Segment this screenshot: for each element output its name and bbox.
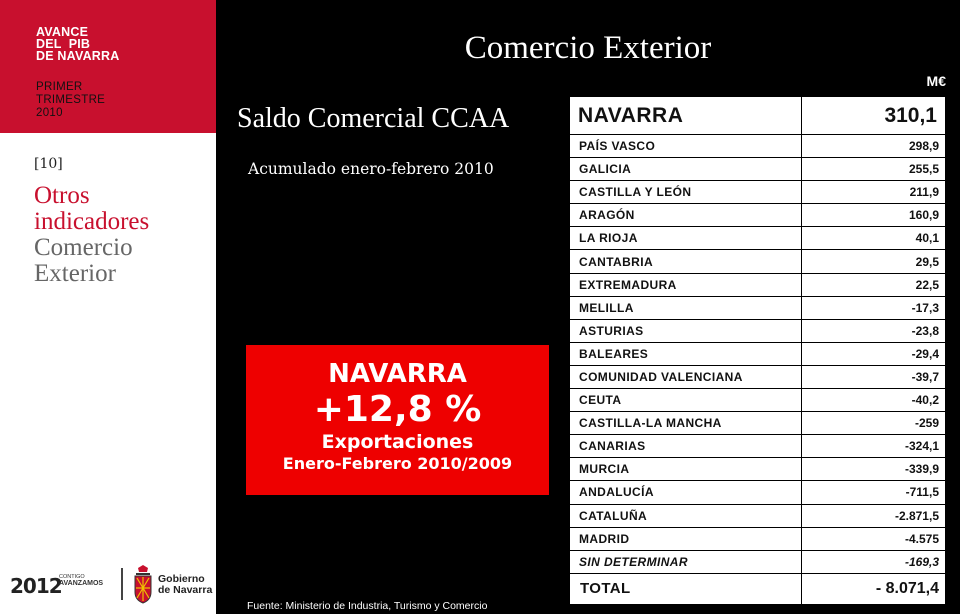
table-row [570, 297, 945, 320]
table-row [570, 458, 945, 481]
table-header-row [570, 97, 945, 135]
report-title-line: DE NAVARRA [36, 49, 120, 63]
value-cell: -259 [914, 416, 939, 431]
logo-divider [121, 568, 123, 600]
region-cell: TOTAL [570, 574, 802, 604]
value-cell: -39,7 [911, 369, 939, 384]
value-cell: 160,9 [908, 208, 939, 223]
callout-value: +12,8 % [313, 389, 482, 430]
value-cell: -23,8 [911, 323, 939, 338]
table-total-row [570, 574, 945, 604]
value-cell: -339,9 [904, 462, 939, 477]
exports-callout [246, 345, 549, 495]
navarra-crest-icon [132, 564, 154, 604]
region-cell: ASTURIAS [570, 320, 802, 342]
table-row [570, 158, 945, 181]
source-note: Fuente: Ministerio de Industria, Turismo y Comercio [247, 600, 488, 612]
sidebar [0, 0, 216, 614]
table-row [570, 274, 945, 297]
value-cell: - 8.071,4 [875, 579, 939, 597]
report-period-line: TRIMESTRE [36, 94, 106, 106]
table-row [570, 320, 945, 343]
region-cell: COMUNIDAD VALENCIANA [570, 366, 802, 388]
report-period-line: PRIMER [36, 81, 83, 93]
value-cell: 29,5 [915, 254, 939, 269]
table-row [570, 366, 945, 389]
table-row [570, 528, 945, 551]
chart-subtitle: Saldo Comercial CCAA [237, 103, 510, 134]
nav-subsection-label: Exterior [34, 260, 116, 287]
report-period-line: 2010 [36, 107, 63, 119]
report-period [36, 81, 105, 120]
region-cell: CATALUÑA [570, 505, 802, 527]
value-cell: -40,2 [911, 393, 939, 408]
unit-label: M€ [926, 73, 946, 89]
region-cell: NAVARRA [570, 97, 802, 134]
region-cell: SIN DETERMINAR [570, 551, 802, 573]
nav-section-label: Otros [34, 182, 90, 209]
value-cell: 40,1 [915, 231, 939, 246]
trade-balance-table [570, 97, 945, 604]
value-cell: 211,9 [909, 185, 939, 200]
value-cell: 22,5 [915, 277, 939, 292]
table-row [570, 343, 945, 366]
table-row [570, 250, 945, 273]
region-cell: CEUTA [570, 389, 802, 411]
region-cell: PAÍS VASCO [570, 135, 802, 157]
callout-period: Enero-Febrero 2010/2009 [282, 454, 513, 473]
section-nav [34, 183, 149, 287]
table-row [570, 505, 945, 528]
logo-2012 [10, 574, 62, 598]
table-row [570, 551, 945, 574]
logo-2012-text: 2012 [10, 574, 62, 598]
region-cell: MURCIA [570, 458, 802, 480]
logo-gobierno-text: Gobierno [158, 573, 205, 585]
nav-subsection-label: Comercio [34, 234, 133, 261]
table-row [570, 481, 945, 504]
period-label: Acumulado enero-febrero 2010 [248, 160, 494, 178]
region-cell: CANARIAS [570, 435, 802, 457]
region-cell: ARAGÓN [570, 204, 802, 226]
region-cell: BALEARES [570, 343, 802, 365]
value-cell: 255,5 [908, 162, 939, 177]
logo-contigo-text: CONTIGO [59, 574, 85, 580]
table-row [570, 227, 945, 250]
report-title-line: DEL PIB [36, 37, 91, 51]
region-cell: EXTREMADURA [570, 274, 802, 296]
logo-gobierno-navarra [158, 574, 212, 596]
table-row [570, 135, 945, 158]
report-title [36, 26, 119, 62]
value-cell: -4.575 [904, 531, 939, 546]
region-cell: ANDALUCÍA [570, 481, 802, 503]
value-cell: -324,1 [904, 439, 939, 454]
table-row [570, 435, 945, 458]
region-cell: CASTILLA-LA MANCHA [570, 412, 802, 434]
region-cell: MADRID [570, 528, 802, 550]
region-cell: CASTILLA Y LEÓN [570, 181, 802, 203]
value-cell: -2.871,5 [894, 508, 939, 523]
value-cell: -29,4 [911, 346, 939, 361]
footer-logos [0, 560, 216, 614]
region-cell: MELILLA [570, 297, 802, 319]
table-row [570, 412, 945, 435]
callout-region: NAVARRA [328, 359, 467, 389]
value-cell: -169,3 [904, 554, 939, 569]
table-row [570, 181, 945, 204]
table-row [570, 389, 945, 412]
value-cell: 298,9 [908, 139, 939, 154]
section-number: [10] [34, 156, 63, 172]
callout-label: Exportaciones [321, 431, 474, 453]
region-cell: CANTABRIA [570, 250, 802, 272]
region-cell: GALICIA [570, 158, 802, 180]
logo-navarra-text: de Navarra [158, 584, 213, 596]
table-row [570, 204, 945, 227]
logo-avanzamos-text: AVANZAMOS [59, 579, 104, 587]
value-cell: 310,1 [884, 103, 937, 127]
page-title: Comercio Exterior [464, 30, 712, 66]
value-cell: -17,3 [911, 300, 939, 315]
nav-section-label: indicadores [34, 208, 150, 235]
region-cell: LA RIOJA [570, 227, 802, 249]
logo-contigo-avanzamos [59, 574, 103, 587]
value-cell: -711,5 [905, 485, 939, 500]
sidebar-header [0, 0, 216, 133]
report-title-line: AVANCE [36, 25, 89, 39]
